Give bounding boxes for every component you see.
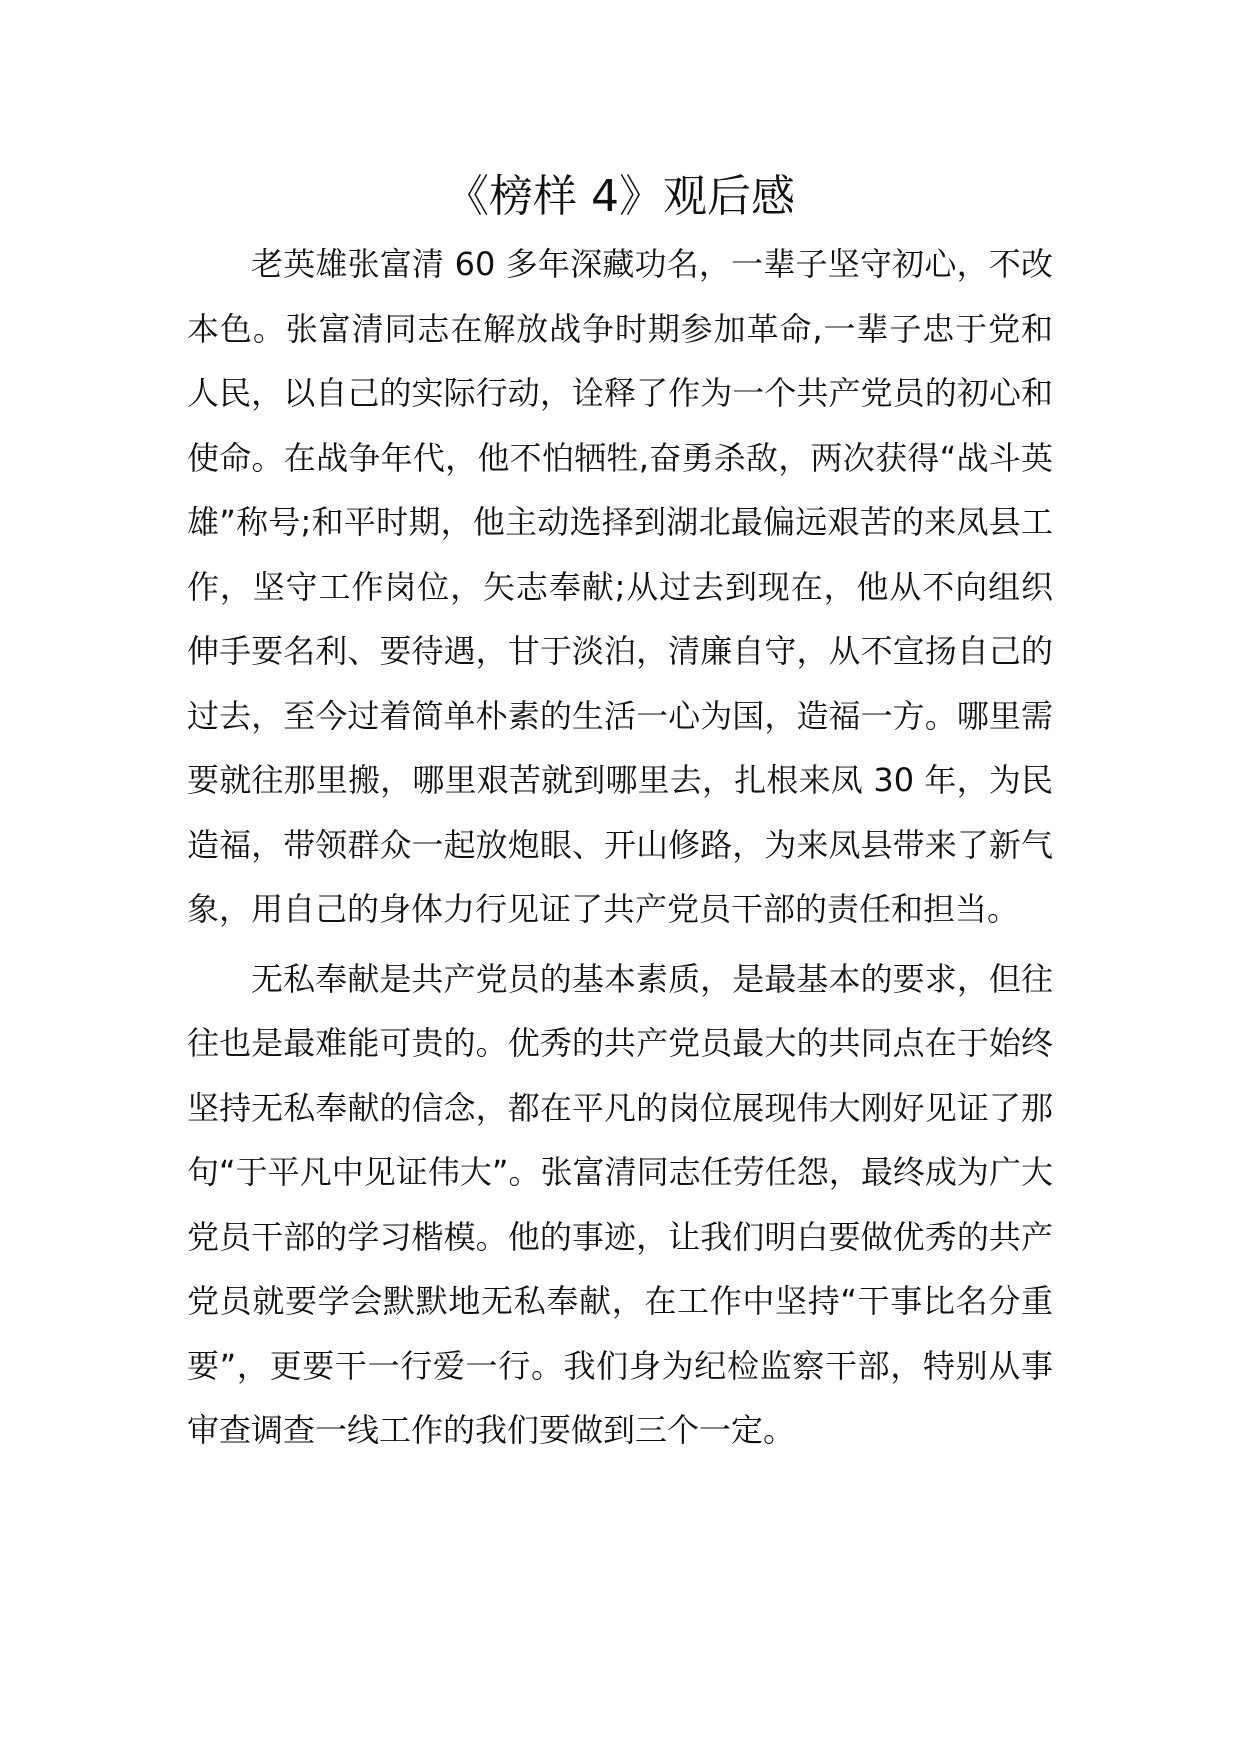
document-title: 《榜样 4》观后感	[445, 171, 795, 222]
paragraph-2: 无私奉献是共产党员的基本素质，是最基本的要求，但往往也是最难能可贵的。优秀的共产党员最大的共同点在于始终坚持无私奉献的信念，都在平凡的岗位展现伟大刚好见证了那句“于平凡中见证伟大”。张富清同志任劳任怨，最终成为广大党员干部的学习楷模。他的事迹，让我们明白要做优秀的共产党员就要学会默默地无私奉献，在工作中坚持“干事比名分重要”，更要干一行爱一行。我们身为纪检监察干部，特别从事审查调查一线工作的我们要做到三个一定。	[187, 959, 1053, 1449]
document-body	[187, 232, 1053, 1463]
paragraph-1: 老英雄张富清 60 多年深藏功名，一辈子坚守初心，不改本色。张富清同志在解放战争时期参加革命,一辈子忠于党和人民，以自己的实际行动，诠释了作为一个共产党员的初心和使命。在战争年代，他不怕牺牲,奋勇杀敌，两次获得“战斗英雄”称号;和平时期，他主动选择到湖北最偏远艰苦的来凤县工作，坚守工作岗位，矢志奉献;从过去到现在，他从不向组织伸手要名利、要待遇，甘于淡泊，清廉自守，从不宣扬自己的过去，至今过着简单朴素的生活一心为国，造福一方。哪里需要就往那里搬，哪里艰苦就到哪里去，扎根来凤 30 年，为民造福，带领群众一起放炮眼、开山修路，为来凤县带来了新气象，用自己的身体力行见证了共产党员干部的责任和担当。	[187, 245, 1053, 928]
